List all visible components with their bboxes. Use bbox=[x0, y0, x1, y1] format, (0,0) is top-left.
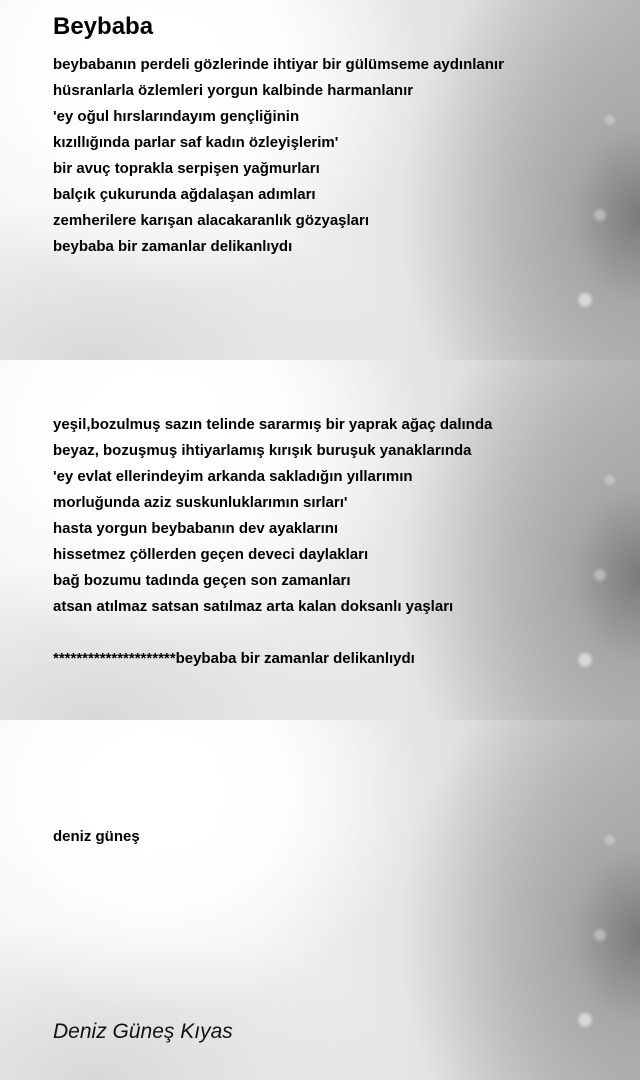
verse-line: beybaba bir zamanlar delikanlıydı bbox=[53, 238, 293, 255]
stanza-1 bbox=[53, 52, 504, 260]
author-name: Deniz Güneş Kıyas bbox=[53, 1020, 233, 1043]
verse-line: beyaz, bozuşmuş ihtiyarlamış kırışık buruşuk yanaklarında bbox=[53, 442, 472, 459]
verse-line: hissetmez çöllerden geçen deveci daylakları bbox=[53, 546, 369, 563]
stanza-2 bbox=[53, 412, 492, 672]
poem-panel-1 bbox=[0, 0, 640, 360]
verse-line: morluğunda aziz suskunluklarımın sırları' bbox=[53, 494, 348, 511]
verse-line: bir avuç toprakla serpişen yağmurları bbox=[53, 160, 320, 177]
verse-line: bağ bozumu tadında geçen son zamanları bbox=[53, 572, 351, 589]
verse-line: 'ey evlat ellerindeyim arkanda sakladığın yıllarımın bbox=[53, 468, 413, 485]
verse-line: kızıllığında parlar saf kadın özleyişlerim' bbox=[53, 134, 339, 151]
poem-panel-2 bbox=[0, 360, 640, 720]
verse-refrain: *********************beybaba bir zamanlar delikanlıydı bbox=[53, 650, 415, 667]
verse-line: 'ey oğul hırslarındayım gençliğinin bbox=[53, 108, 300, 125]
verse-line: zemherilere karışan alacakaranlık gözyaşları bbox=[53, 212, 370, 229]
verse-line: atsan atılmaz satsan satılmaz arta kalan doksanlı yaşları bbox=[53, 598, 454, 615]
verse-line: hüsranlarla özlemleri yorgun kalbinde harmanlanır bbox=[53, 82, 414, 99]
verse-line: beybabanın perdeli gözlerinde ihtiyar bir gülümseme aydınlanır bbox=[53, 56, 504, 73]
poem-title: Beybaba bbox=[53, 13, 154, 40]
poem-panel-3 bbox=[0, 720, 640, 1080]
verse-line: balçık çukurunda ağdalaşan adımları bbox=[53, 186, 316, 203]
verse-line: yeşil,bozulmuş sazın telinde sararmış bir yaprak ağaç dalında bbox=[53, 416, 493, 433]
verse-line: hasta yorgun beybabanın dev ayaklarını bbox=[53, 520, 339, 537]
verse-blank-line bbox=[53, 620, 492, 646]
poem-signature: deniz güneş bbox=[53, 828, 140, 845]
